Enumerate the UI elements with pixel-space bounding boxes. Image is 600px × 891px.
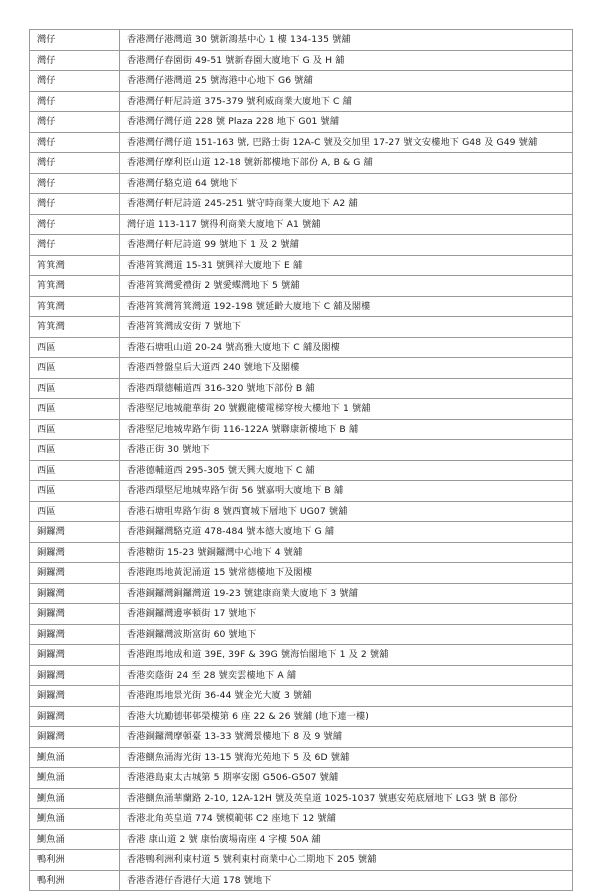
cell-address: 香港奕蔭街 24 至 28 號奕雲樓地下 A 舖 [120, 665, 573, 686]
table-row [30, 112, 573, 133]
table-row [30, 460, 573, 481]
table-row [30, 481, 573, 502]
table-row [30, 583, 573, 604]
cell-district: 灣仔 [30, 153, 120, 174]
table-row [30, 337, 573, 358]
cell-address: 香港灣仔港灣道 25 號海港中心地下 G6 號舖 [120, 71, 573, 92]
table-row [30, 317, 573, 338]
cell-district: 灣仔 [30, 112, 120, 133]
cell-district: 銅鑼灣 [30, 706, 120, 727]
cell-address: 香港筲箕灣成安街 7 號地下 [120, 317, 573, 338]
cell-address: 香港跑馬地成和道 39E, 39F & 39G 號海怡閣地下 1 及 2 號舖 [120, 645, 573, 666]
cell-address: 香港灣仔灣仔道 228 號 Plaza 228 地下 G01 號舖 [120, 112, 573, 133]
table-row [30, 358, 573, 379]
table-row [30, 542, 573, 563]
cell-address: 香港銅鑼灣波斯富街 60 號地下 [120, 624, 573, 645]
table-row [30, 276, 573, 297]
cell-district: 鰂魚涌 [30, 768, 120, 789]
cell-address: 香港筲箕灣道 15-31 號興祥大廈地下 E 舖 [120, 255, 573, 276]
table-row [30, 296, 573, 317]
cell-district: 筲箕灣 [30, 296, 120, 317]
cell-district: 灣仔 [30, 50, 120, 71]
cell-district: 西區 [30, 337, 120, 358]
cell-district: 筲箕灣 [30, 317, 120, 338]
store-location-table [29, 29, 573, 891]
cell-district: 灣仔 [30, 235, 120, 256]
cell-address: 香港堅尼地城龍華街 20 號觀龍樓電梯穿梭大樓地下 1 號舖 [120, 399, 573, 420]
cell-district: 灣仔 [30, 91, 120, 112]
cell-address: 香港灣仔港灣道 30 號新鴻基中心 1 樓 134-135 號舖 [120, 30, 573, 51]
cell-address: 香港西環德輔道西 316-320 號地下部份 B 舖 [120, 378, 573, 399]
table-row [30, 30, 573, 51]
cell-district: 鰂魚涌 [30, 829, 120, 850]
cell-address: 香港灣仔灣仔道 151-163 號, 巴路士街 12A-C 號及交加里 17-27 號文安樓地下 G48 及 G49 號舖 [120, 132, 573, 153]
cell-district: 筲箕灣 [30, 255, 120, 276]
cell-address: 香港灣仔軒尼詩道 245-251 號守時商業大廈地下 A2 舖 [120, 194, 573, 215]
cell-address: 灣仔道 113-117 號得利商業大廈地下 A1 號舖 [120, 214, 573, 235]
table-row [30, 399, 573, 420]
cell-address: 香港跑馬地黃泥涌道 15 號常德樓地下及閣樓 [120, 563, 573, 584]
table-row [30, 645, 573, 666]
table-row [30, 829, 573, 850]
table-row [30, 132, 573, 153]
cell-address: 香港灣仔駱克道 64 號地下 [120, 173, 573, 194]
table-row [30, 747, 573, 768]
cell-district: 銅鑼灣 [30, 624, 120, 645]
table-row [30, 419, 573, 440]
cell-address: 香港跑馬地景光街 36-44 號金光大廈 3 號舖 [120, 686, 573, 707]
cell-district: 西區 [30, 358, 120, 379]
cell-district: 鴨利洲 [30, 850, 120, 871]
cell-district: 西區 [30, 501, 120, 522]
cell-address: 香港港島東太古城第 5 期寧安閣 G506-G507 號舖 [120, 768, 573, 789]
cell-district: 銅鑼灣 [30, 727, 120, 748]
cell-address: 香港銅鑼灣駱克道 478-484 號本德大廈地下 G 舖 [120, 522, 573, 543]
table-row [30, 214, 573, 235]
cell-address: 香港糖街 15-23 號銅鑼灣中心地下 4 號舖 [120, 542, 573, 563]
cell-district: 灣仔 [30, 173, 120, 194]
cell-district: 灣仔 [30, 194, 120, 215]
cell-district: 銅鑼灣 [30, 604, 120, 625]
cell-district: 銅鑼灣 [30, 583, 120, 604]
cell-address: 香港筲箕灣愛禮街 2 號愛蝶灣地下 5 號舖 [120, 276, 573, 297]
cell-address: 香港香港仔香港仔大道 178 號地下 [120, 870, 573, 891]
table-row [30, 686, 573, 707]
cell-district: 鰂魚涌 [30, 809, 120, 830]
cell-address: 香港灣仔軒尼詩道 375-379 號利威商業大廈地下 C 舖 [120, 91, 573, 112]
table-row [30, 727, 573, 748]
cell-address: 香港灣仔軒尼詩道 99 號地下 1 及 2 號舖 [120, 235, 573, 256]
cell-district: 灣仔 [30, 71, 120, 92]
table-row [30, 91, 573, 112]
table-row [30, 809, 573, 830]
cell-district: 西區 [30, 440, 120, 461]
table-row [30, 235, 573, 256]
cell-address: 香港石塘咀卑路乍街 8 號西寶城下層地下 UG07 號舖 [120, 501, 573, 522]
cell-district: 灣仔 [30, 214, 120, 235]
table-row [30, 440, 573, 461]
table-row [30, 378, 573, 399]
table-row [30, 624, 573, 645]
table-row [30, 706, 573, 727]
table-row [30, 870, 573, 891]
table-row [30, 563, 573, 584]
table-row [30, 850, 573, 871]
table-row [30, 604, 573, 625]
cell-address: 香港鴨利洲利東村道 5 號利東村商業中心二期地下 205 號舖 [120, 850, 573, 871]
table-row [30, 173, 573, 194]
cell-district: 銅鑼灣 [30, 542, 120, 563]
table-row [30, 665, 573, 686]
cell-district: 銅鑼灣 [30, 522, 120, 543]
cell-district: 銅鑼灣 [30, 665, 120, 686]
table-row [30, 153, 573, 174]
cell-address: 香港銅鑼灣摩頓臺 13-33 號灣景樓地下 8 及 9 號舖 [120, 727, 573, 748]
table-row [30, 522, 573, 543]
cell-address: 香港正街 30 號地下 [120, 440, 573, 461]
cell-address: 香港灣仔摩利臣山道 12-18 號新都樓地下部份 A, B & G 舖 [120, 153, 573, 174]
cell-address: 香港德輔道西 295-305 號天興大廈地下 C 舖 [120, 460, 573, 481]
cell-address: 香港灣仔春園街 49-51 號新春園大廈地下 G 及 H 舖 [120, 50, 573, 71]
cell-district: 西區 [30, 481, 120, 502]
cell-address: 香港筲箕灣筲箕灣道 192-198 號延齡大廈地下 C 舖及閣樓 [120, 296, 573, 317]
cell-address: 香港堅尼地城卑路乍街 116-122A 號聯康新樓地下 B 舖 [120, 419, 573, 440]
table-row [30, 50, 573, 71]
cell-address: 香港鰂魚涌華蘭路 2-10, 12A-12H 號及英皇道 1025-1037 號惠安苑底層地下 LG3 號 B 部份 [120, 788, 573, 809]
cell-address: 香港大坑勵德邨邨榮樓第 6 座 22 & 26 號舖 (地下連一樓) [120, 706, 573, 727]
cell-district: 西區 [30, 419, 120, 440]
table-row [30, 194, 573, 215]
cell-address: 香港銅鑼灣銅鑼灣道 19-23 號建康商業大廈地下 3 號舖 [120, 583, 573, 604]
cell-district: 灣仔 [30, 30, 120, 51]
cell-district: 銅鑼灣 [30, 645, 120, 666]
cell-address: 香港北角英皇道 774 號模範邨 C2 座地下 12 號舖 [120, 809, 573, 830]
cell-address: 香港鰂魚涌海光街 13-15 號海光苑地下 5 及 6D 號舖 [120, 747, 573, 768]
cell-address: 香港西環堅尼地城卑路乍街 56 號嘉明大廈地下 B 舖 [120, 481, 573, 502]
cell-district: 西區 [30, 460, 120, 481]
cell-address: 香港銅鑼灣邊寧頓街 17 號地下 [120, 604, 573, 625]
cell-district: 銅鑼灣 [30, 563, 120, 584]
cell-district: 西區 [30, 378, 120, 399]
cell-address: 香港石塘咀山道 20-24 號高雅大廈地下 C 舖及閣樓 [120, 337, 573, 358]
cell-address: 香港 康山道 2 號 康怡廣場南座 4 字樓 50A 舖 [120, 829, 573, 850]
table-row [30, 501, 573, 522]
cell-district: 鰂魚涌 [30, 788, 120, 809]
cell-district: 銅鑼灣 [30, 686, 120, 707]
cell-district: 筲箕灣 [30, 276, 120, 297]
table-row [30, 788, 573, 809]
table-row [30, 71, 573, 92]
table-body [30, 30, 573, 891]
cell-district: 鴨利洲 [30, 870, 120, 891]
table-row [30, 255, 573, 276]
cell-district: 西區 [30, 399, 120, 420]
cell-district: 鰂魚涌 [30, 747, 120, 768]
cell-district: 灣仔 [30, 132, 120, 153]
table-row [30, 768, 573, 789]
cell-address: 香港西營盤皇后大道西 240 號地下及閣樓 [120, 358, 573, 379]
